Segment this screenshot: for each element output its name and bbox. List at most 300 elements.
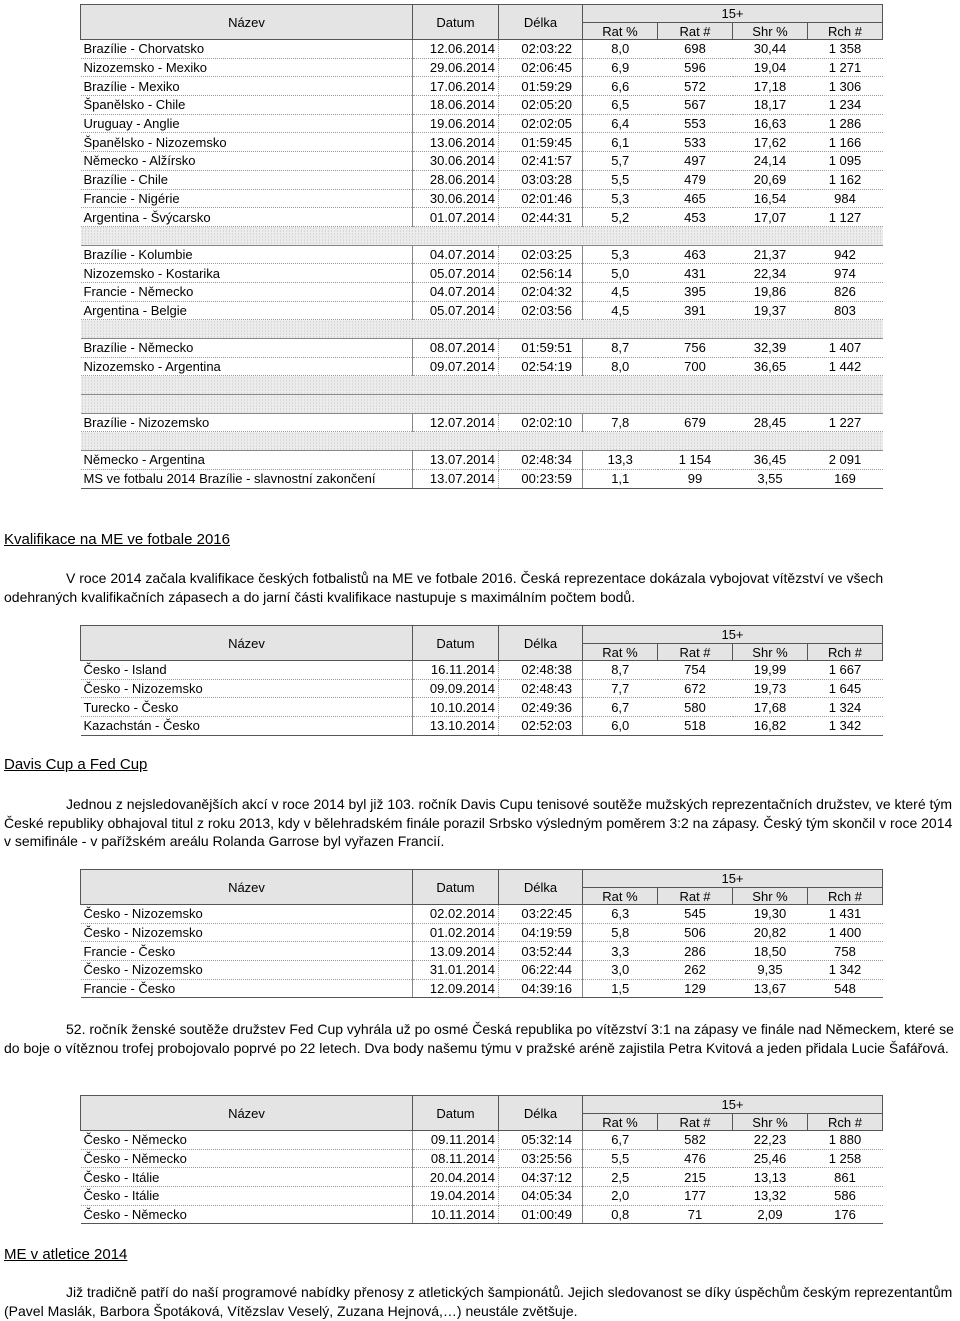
cell-date: 13.09.2014 [413,942,499,961]
cell-rch-num: 984 [808,189,883,208]
cell-name: Kazachstán - Česko [81,717,413,736]
separator-row [81,432,883,451]
cell-name: Brazílie - Nizozemsko [81,413,413,432]
cell-rat-num: 672 [658,679,733,698]
cell-name: Česko - Nizozemsko [81,905,413,924]
table-row [81,245,883,264]
cell-rch-num: 803 [808,301,883,320]
cell-shr-pct: 19,30 [733,905,808,924]
cell-name: Brazílie - Německo [81,339,413,358]
table-row [81,661,883,680]
table-row [81,282,883,301]
cell-rat-pct: 13,3 [583,451,658,470]
cell-name: Francie - Česko [81,979,413,998]
cell-rat-pct: 5,7 [583,152,658,171]
col-header-rat-num: Rat # [658,888,733,905]
cell-rat-pct: 8,0 [583,40,658,59]
cell-rat-num: 453 [658,208,733,227]
cell-rat-pct: 6,6 [583,77,658,96]
cell-shr-pct: 20,69 [733,170,808,189]
cell-date: 31.01.2014 [413,961,499,980]
table-row [81,208,883,227]
cell-shr-pct: 13,32 [733,1187,808,1206]
col-header-rat-num: Rat # [658,644,733,661]
cell-date: 29.06.2014 [413,58,499,77]
table-row [81,905,883,924]
qualification-table-body [81,661,883,736]
cell-date: 10.11.2014 [413,1205,499,1224]
cell-shr-pct: 19,37 [733,301,808,320]
cell-rch-num: 1 271 [808,58,883,77]
cell-shr-pct: 17,62 [733,133,808,152]
cell-shr-pct: 25,46 [733,1149,808,1168]
cell-rch-num: 1 442 [808,357,883,376]
cell-date: 30.06.2014 [413,189,499,208]
cell-date: 05.07.2014 [413,264,499,283]
cell-shr-pct: 20,82 [733,923,808,942]
cell-name: Francie - Německo [81,282,413,301]
cell-rat-pct: 7,8 [583,413,658,432]
cell-shr-pct: 22,34 [733,264,808,283]
cell-rat-pct: 1,1 [583,469,658,488]
cell-rat-num: 756 [658,339,733,358]
table-row [81,979,883,998]
cell-name: Brazílie - Kolumbie [81,245,413,264]
cell-duration: 01:00:49 [499,1205,583,1224]
cell-rat-num: 215 [658,1168,733,1187]
separator-row [81,395,883,414]
cell-rch-num: 1 127 [808,208,883,227]
cell-rch-num: 548 [808,979,883,998]
cell-shr-pct: 19,04 [733,58,808,77]
table-row [81,413,883,432]
cell-rch-num: 176 [808,1205,883,1224]
col-header-rch-num: Rch # [808,888,883,905]
table-row [81,1131,883,1150]
cell-name: Česko - Německo [81,1205,413,1224]
cell-shr-pct: 18,50 [733,942,808,961]
cell-rat-num: 262 [658,961,733,980]
athletics-paragraph [4,1283,956,1320]
cell-rat-num: 1 154 [658,451,733,470]
cell-duration: 04:05:34 [499,1187,583,1206]
cell-date: 16.11.2014 [413,661,499,680]
cell-shr-pct: 36,45 [733,451,808,470]
cell-rat-pct: 6,5 [583,96,658,115]
cell-date: 04.07.2014 [413,245,499,264]
cell-rch-num: 1 342 [808,961,883,980]
cell-shr-pct: 19,86 [733,282,808,301]
col-header-group: 15+ [583,5,883,23]
cell-rat-pct: 5,0 [583,264,658,283]
cell-date: 12.06.2014 [413,40,499,59]
qualification-text: V roce 2014 začala kvalifikace českých fotbalistů na ME ve fotbale 2016. Česká reprezentace dokázala vybojovat vítězství ve všech odehraných kvalifikačních zápasech a do jarní části kvalifikace nastupuje s maximálním počtem bodů. [4,570,884,605]
col-header-rch-num: Rch # [808,23,883,40]
cell-rat-pct: 6,7 [583,698,658,717]
cell-shr-pct: 17,68 [733,698,808,717]
cell-duration: 02:48:38 [499,661,583,680]
cell-date: 13.06.2014 [413,133,499,152]
cell-date: 04.07.2014 [413,282,499,301]
cell-shr-pct: 19,99 [733,661,808,680]
cell-name: Nizozemsko - Mexiko [81,58,413,77]
cell-shr-pct: 24,14 [733,152,808,171]
cell-rch-num: 1 358 [808,40,883,59]
col-header-name: Název [81,5,413,40]
cell-rat-num: 572 [658,77,733,96]
cell-rat-num: 431 [658,264,733,283]
cell-rat-num: 395 [658,282,733,301]
col-header-rat-num: Rat # [658,1114,733,1131]
cell-rat-pct: 5,8 [583,923,658,942]
cell-shr-pct: 13,13 [733,1168,808,1187]
cell-shr-pct: 30,44 [733,40,808,59]
table-row [81,133,883,152]
cell-rat-num: 129 [658,979,733,998]
cell-date: 12.09.2014 [413,979,499,998]
cell-rat-num: 698 [658,40,733,59]
cell-name: Česko - Německo [81,1131,413,1150]
table-row [81,451,883,470]
cell-rch-num: 1 306 [808,77,883,96]
fed-cup-table [80,1095,883,1224]
fed-text: 52. ročník ženské soutěže družstev Fed Cup vyhrála už po osmé Česká republika po vítězství 3:1 na zápasy ve finále nad Německem, které se do boje o vítěznou trofej probojovalo poprvé po 22 letech. Dva body našemu týmu v pražské aréně zajistila Petra Kvitová a jeden přidala Lucie Šafářová. [4,1021,954,1056]
col-header-rat-pct: Rat % [583,23,658,40]
cell-rat-pct: 5,5 [583,170,658,189]
cell-date: 09.07.2014 [413,357,499,376]
cell-rat-num: 754 [658,661,733,680]
separator-cell [81,226,883,245]
cell-date: 13.07.2014 [413,469,499,488]
cell-rch-num: 1 400 [808,923,883,942]
cell-name: Česko - Nizozemsko [81,679,413,698]
col-header-date: Datum [413,1096,499,1131]
cell-rch-num: 1 227 [808,413,883,432]
cell-rat-pct: 6,7 [583,1131,658,1150]
cell-rat-pct: 2,5 [583,1168,658,1187]
cell-rat-pct: 0,8 [583,1205,658,1224]
table-row [81,77,883,96]
cell-rat-pct: 1,5 [583,979,658,998]
cell-rat-num: 518 [658,717,733,736]
cell-rch-num: 1 286 [808,114,883,133]
cell-duration: 03:25:56 [499,1149,583,1168]
table-row [81,339,883,358]
col-header-rat-pct: Rat % [583,1114,658,1131]
table-row [81,114,883,133]
cell-shr-pct: 32,39 [733,339,808,358]
cell-duration: 02:03:22 [499,40,583,59]
cell-date: 05.07.2014 [413,301,499,320]
cell-shr-pct: 16,82 [733,717,808,736]
separator-row [81,226,883,245]
cell-duration: 03:52:44 [499,942,583,961]
cell-duration: 02:41:57 [499,152,583,171]
cell-rat-num: 533 [658,133,733,152]
separator-cell [81,376,883,395]
table-row [81,264,883,283]
col-header-duration: Délka [499,5,583,40]
cell-rch-num: 1 162 [808,170,883,189]
world-cup-table [80,4,883,489]
cell-name: Česko - Island [81,661,413,680]
cell-rat-num: 71 [658,1205,733,1224]
cell-rat-num: 497 [658,152,733,171]
cell-duration: 02:56:14 [499,264,583,283]
table-row [81,357,883,376]
cell-duration: 02:04:32 [499,282,583,301]
cell-duration: 04:19:59 [499,923,583,942]
cell-duration: 01:59:51 [499,339,583,358]
qualification-table [80,625,883,736]
cell-shr-pct: 17,07 [733,208,808,227]
cell-date: 28.06.2014 [413,170,499,189]
davis-cup-table [80,869,883,998]
separator-cell [81,395,883,414]
cell-name: Argentina - Belgie [81,301,413,320]
cell-rch-num: 1 258 [808,1149,883,1168]
table-row [81,170,883,189]
cell-name: Česko - Itálie [81,1187,413,1206]
cell-rch-num: 586 [808,1187,883,1206]
cell-name: Francie - Česko [81,942,413,961]
cell-rch-num: 2 091 [808,451,883,470]
table-row [81,58,883,77]
col-header-date: Datum [413,870,499,905]
cell-date: 10.10.2014 [413,698,499,717]
cell-rch-num: 1 667 [808,661,883,680]
cell-name: Brazílie - Mexiko [81,77,413,96]
table-row [81,1168,883,1187]
cell-shr-pct: 13,67 [733,979,808,998]
cell-name: Německo - Argentina [81,451,413,470]
cell-rat-pct: 6,9 [583,58,658,77]
cell-rch-num: 1 166 [808,133,883,152]
cell-shr-pct: 3,55 [733,469,808,488]
cell-date: 13.07.2014 [413,451,499,470]
cell-rch-num: 826 [808,282,883,301]
cell-rat-pct: 5,3 [583,189,658,208]
cell-shr-pct: 36,65 [733,357,808,376]
cell-name: Česko - Německo [81,1149,413,1168]
cell-duration: 02:54:19 [499,357,583,376]
cell-date: 17.06.2014 [413,77,499,96]
cell-rat-pct: 5,2 [583,208,658,227]
cell-name: Španělsko - Chile [81,96,413,115]
cell-rch-num: 974 [808,264,883,283]
cell-rat-pct: 7,7 [583,679,658,698]
cell-rat-pct: 5,3 [583,245,658,264]
cell-rat-num: 465 [658,189,733,208]
table-row [81,698,883,717]
col-header-name: Název [81,870,413,905]
fed-cup-table-body [81,1131,883,1224]
cell-name: Česko - Nizozemsko [81,923,413,942]
cell-rat-pct: 4,5 [583,301,658,320]
col-header-duration: Délka [499,870,583,905]
cell-rat-num: 679 [658,413,733,432]
davis-text: Jednou z nejsledovanějších akcí v roce 2014 byl již 103. ročník Davis Cupu tenisové soutěže mužských reprezentačních družstev, ve které tým České republiky obhajoval titul z roku 2013, kdy v bělehradském finále porazil Srbsko výsledným poměrem 3:2 na zápasy. Český tým skončil v roce 2014 v semifinále - v pařížském areálu Rolanda Garrose byl vyřazen Francií. [4,796,953,849]
cell-shr-pct: 28,45 [733,413,808,432]
cell-rch-num: 942 [808,245,883,264]
cell-duration: 02:48:43 [499,679,583,698]
cell-shr-pct: 17,18 [733,77,808,96]
cell-duration: 02:05:20 [499,96,583,115]
cell-rch-num: 861 [808,1168,883,1187]
cell-name: Brazílie - Chorvatsko [81,40,413,59]
col-header-rch-num: Rch # [808,644,883,661]
separator-row [81,376,883,395]
col-header-shr-pct: Shr % [733,644,808,661]
cell-name: Argentina - Švýcarsko [81,208,413,227]
col-header-group: 15+ [583,1096,883,1114]
cell-rat-num: 567 [658,96,733,115]
cell-rch-num: 1 431 [808,905,883,924]
col-header-shr-pct: Shr % [733,1114,808,1131]
cell-duration: 02:03:25 [499,245,583,264]
cell-duration: 01:59:45 [499,133,583,152]
cell-shr-pct: 16,54 [733,189,808,208]
col-header-date: Datum [413,5,499,40]
cell-date: 09.09.2014 [413,679,499,698]
cell-name: Francie - Nigérie [81,189,413,208]
table-row [81,717,883,736]
cell-rat-pct: 3,0 [583,961,658,980]
cell-date: 01.02.2014 [413,923,499,942]
col-header-rat-pct: Rat % [583,888,658,905]
cell-duration: 04:39:16 [499,979,583,998]
table-row [81,40,883,59]
cell-name: Brazílie - Chile [81,170,413,189]
col-header-duration: Délka [499,626,583,661]
cell-date: 20.04.2014 [413,1168,499,1187]
cell-rat-num: 596 [658,58,733,77]
cell-rat-pct: 6,3 [583,905,658,924]
cell-name: Německo - Alžírsko [81,152,413,171]
qualification-paragraph [4,569,956,606]
cell-rat-num: 506 [658,923,733,942]
cell-duration: 01:59:29 [499,77,583,96]
cell-name: Turecko - Česko [81,698,413,717]
cell-rat-pct: 6,0 [583,717,658,736]
cell-date: 02.02.2014 [413,905,499,924]
table-row [81,152,883,171]
athletics-text: Již tradičně patří do naší programové nabídky přenosy z atletických šampionátů. Jejich sledovanost se díky úspěchům českým reprezentantům (Pavel Maslák, Barbora Špotáková, Vítězslav Veselý, Zuzana Hejnová,…) neustále zvětšuje. [4,1284,953,1319]
cell-rch-num: 1 095 [808,152,883,171]
col-header-group: 15+ [583,626,883,644]
cell-rat-num: 463 [658,245,733,264]
cell-date: 09.11.2014 [413,1131,499,1150]
cell-rat-pct: 6,4 [583,114,658,133]
cell-duration: 06:22:44 [499,961,583,980]
col-header-date: Datum [413,626,499,661]
separator-cell [81,432,883,451]
cell-rch-num: 169 [808,469,883,488]
cell-date: 08.07.2014 [413,339,499,358]
col-header-rat-pct: Rat % [583,644,658,661]
cell-shr-pct: 19,73 [733,679,808,698]
cell-rat-pct: 2,0 [583,1187,658,1206]
cell-shr-pct: 18,17 [733,96,808,115]
cell-rat-num: 177 [658,1187,733,1206]
cell-duration: 02:02:10 [499,413,583,432]
qualification-heading: Kvalifikace na ME ve fotbale 2016 [4,531,230,548]
col-header-shr-pct: Shr % [733,888,808,905]
cell-rat-num: 582 [658,1131,733,1150]
cell-name: Česko - Itálie [81,1168,413,1187]
cell-rch-num: 1 407 [808,339,883,358]
cell-name: Španělsko - Nizozemsko [81,133,413,152]
cell-rat-num: 99 [658,469,733,488]
cell-rch-num: 758 [808,942,883,961]
cell-shr-pct: 16,63 [733,114,808,133]
cell-rch-num: 1 324 [808,698,883,717]
cell-rat-pct: 5,5 [583,1149,658,1168]
col-header-rat-num: Rat # [658,23,733,40]
col-header-duration: Délka [499,1096,583,1131]
table-row [81,679,883,698]
cell-name: Nizozemsko - Kostarika [81,264,413,283]
cell-date: 13.10.2014 [413,717,499,736]
cell-rat-pct: 6,1 [583,133,658,152]
cell-duration: 03:22:45 [499,905,583,924]
table-row [81,96,883,115]
cell-duration: 05:32:14 [499,1131,583,1150]
table-row [81,301,883,320]
cell-rat-num: 391 [658,301,733,320]
cell-date: 18.06.2014 [413,96,499,115]
cell-rat-num: 580 [658,698,733,717]
col-header-name: Název [81,626,413,661]
cell-shr-pct: 21,37 [733,245,808,264]
cell-rat-num: 553 [658,114,733,133]
cell-rch-num: 1 645 [808,679,883,698]
cell-name: Nizozemsko - Argentina [81,357,413,376]
cell-rat-pct: 4,5 [583,282,658,301]
separator-cell [81,320,883,339]
cell-rat-num: 286 [658,942,733,961]
cell-rch-num: 1 342 [808,717,883,736]
davis-cup-table-body [81,905,883,998]
col-header-group: 15+ [583,870,883,888]
cell-duration: 02:49:36 [499,698,583,717]
cell-name: Česko - Nizozemsko [81,961,413,980]
cell-date: 01.07.2014 [413,208,499,227]
athletics-heading: ME v atletice 2014 [4,1246,128,1263]
table-row [81,923,883,942]
table-row [81,189,883,208]
cell-rat-pct: 8,0 [583,357,658,376]
cell-name: MS ve fotbalu 2014 Brazílie - slavnostní zakončení [81,469,413,488]
table-row [81,942,883,961]
cell-duration: 02:03:56 [499,301,583,320]
cell-duration: 02:52:03 [499,717,583,736]
cell-rat-pct: 8,7 [583,661,658,680]
cell-shr-pct: 22,23 [733,1131,808,1150]
table-row [81,469,883,488]
table-row [81,1205,883,1224]
cell-rch-num: 1 880 [808,1131,883,1150]
col-header-shr-pct: Shr % [733,23,808,40]
davis-fed-heading: Davis Cup a Fed Cup [4,756,148,773]
table-row [81,961,883,980]
cell-shr-pct: 2,09 [733,1205,808,1224]
table-row [81,1187,883,1206]
cell-duration: 03:03:28 [499,170,583,189]
cell-duration: 02:44:31 [499,208,583,227]
cell-rat-num: 700 [658,357,733,376]
davis-paragraph [4,795,956,851]
